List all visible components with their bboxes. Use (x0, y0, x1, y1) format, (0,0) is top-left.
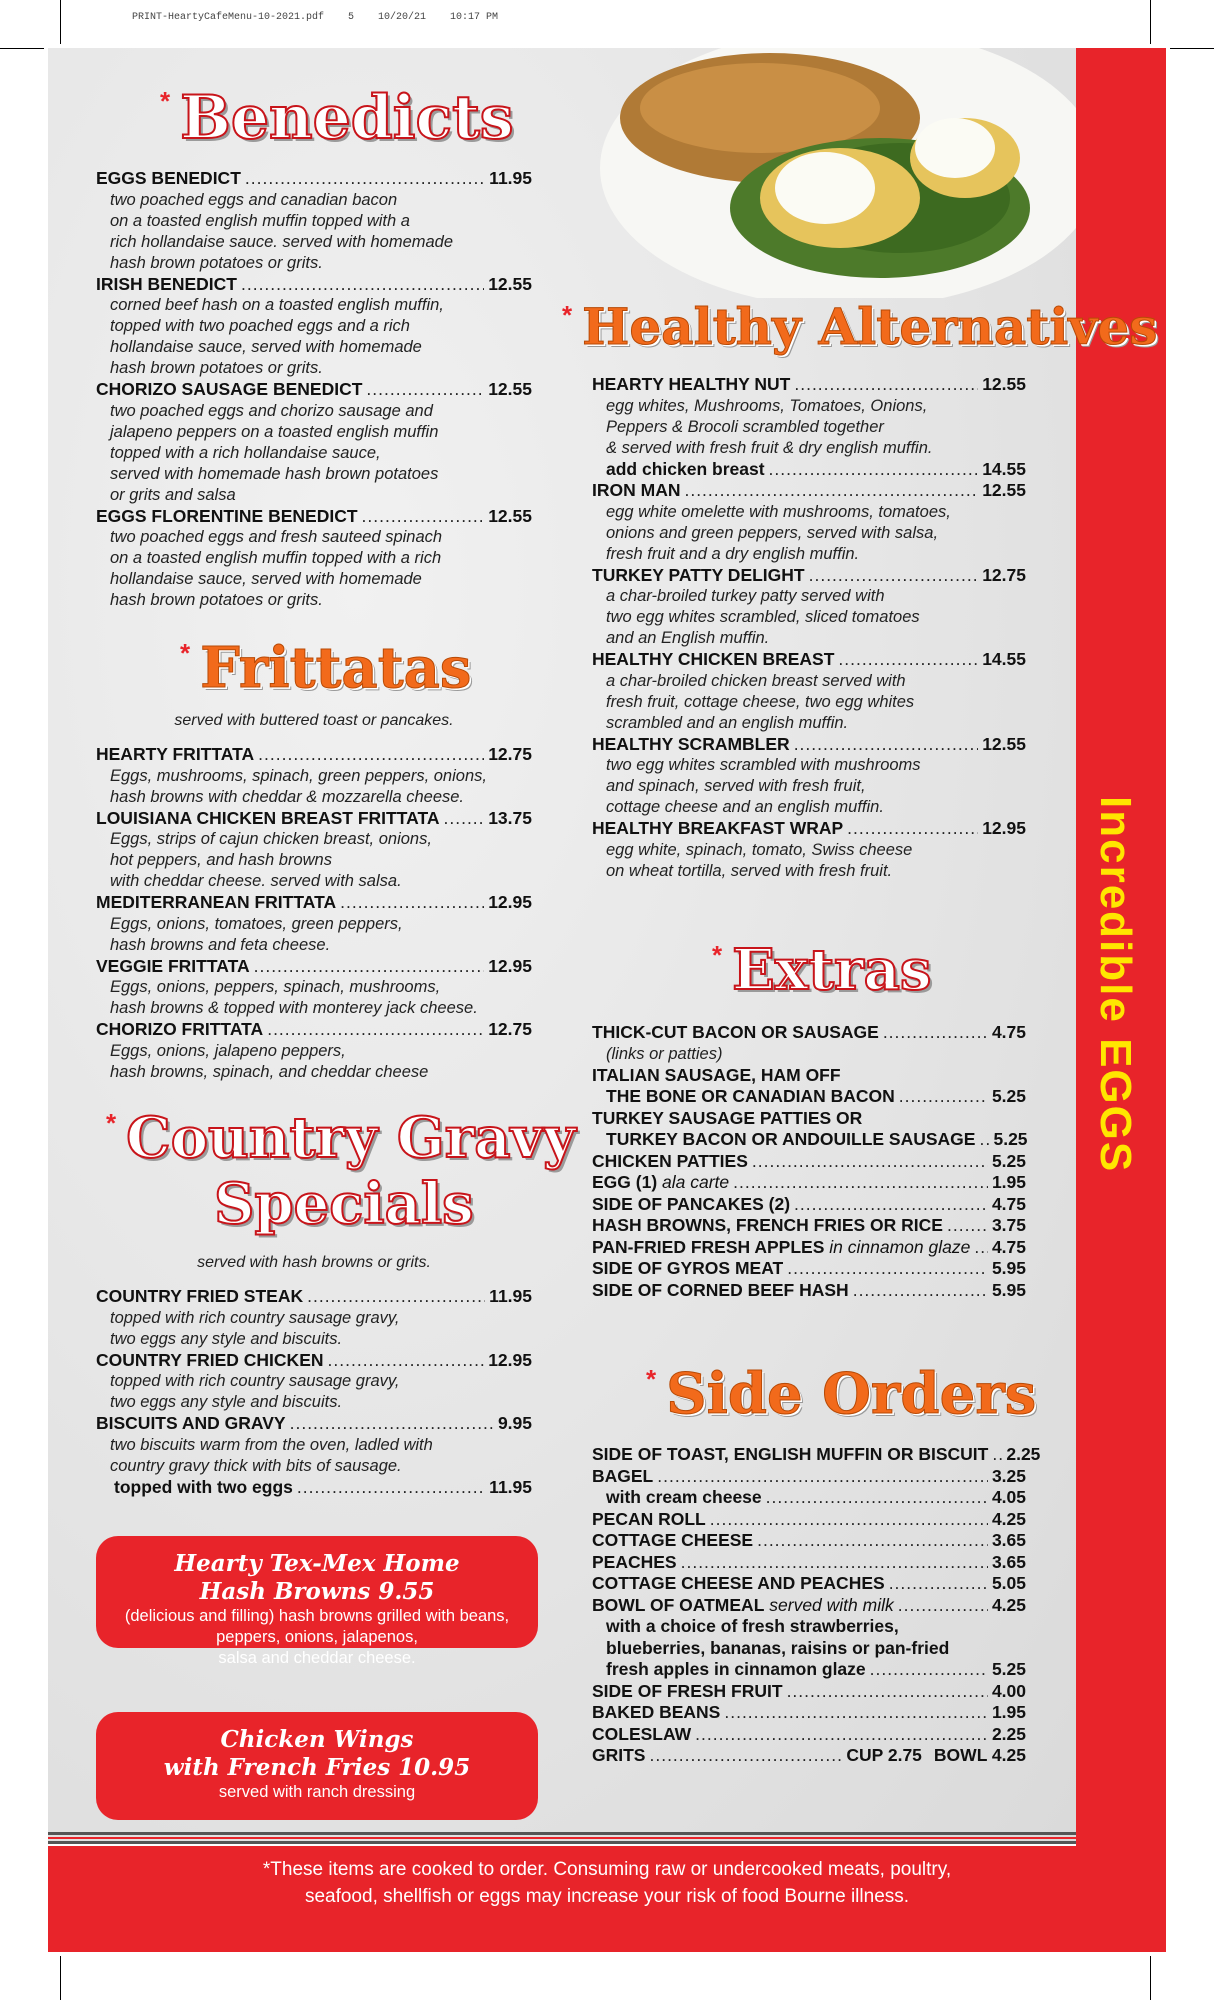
item-name: GRITS (592, 1745, 646, 1765)
list-item (592, 1638, 1026, 1660)
item-price: 12.75 (488, 744, 532, 764)
item-name: HASH BROWNS, FRENCH FRIES OR RICE (592, 1215, 943, 1235)
item-name: SIDE OF PANCAKES (2) (592, 1193, 791, 1214)
item-name: HEALTHY BREAKFAST WRAP (592, 818, 844, 838)
item-price: 12.75 (488, 1019, 532, 1039)
list-item (96, 956, 532, 1020)
item-price: 2.25 (1006, 1444, 1041, 1464)
item-name: PAN-FRIED FRESH APPLES (592, 1236, 825, 1257)
item-price: 5.05 (991, 1573, 1026, 1593)
list-item (96, 1477, 532, 1499)
item-price: 12.95 (488, 892, 532, 912)
list-item (592, 1022, 1026, 1044)
asterisk-icon: * (646, 1364, 657, 1394)
item-price: 2.25 (991, 1723, 1026, 1744)
list-item (592, 1108, 1026, 1130)
extras-heading: * Extras (712, 937, 932, 1003)
item-description: Eggs, onions, jalapeno peppers, hash browns, spinach, and cheddar cheese (110, 1041, 429, 1081)
list-item (592, 1702, 1026, 1724)
item-price: 5.25 (991, 1150, 1026, 1171)
item-description: Eggs, strips of cajun chicken breast, onions, hot peppers, and hash browns with cheddar cheese. served with salsa. (110, 830, 432, 890)
item-description: two poached eggs and chorizo sausage and jalapeno peppers on a toasted english muffin topped with a rich hollandaise sauce, served with homemade hash brown potatoes or grits and salsa (110, 401, 439, 504)
list-item (592, 1086, 1026, 1108)
promo-title: Hearty Tex-Mex Home Hash Browns 9.55 (174, 1550, 460, 1605)
item-name: topped with two eggs (114, 1476, 293, 1497)
list-item (592, 1237, 1026, 1259)
item-name: TURKEY SAUSAGE PATTIES OR (592, 1107, 863, 1128)
list-item (592, 1129, 1026, 1151)
item-description: egg whites, Mushrooms, Tomatoes, Onions, Peppers & Brocoli scrambled together & served with fresh fruit & dry english muffin. (606, 396, 933, 457)
list-item (592, 1466, 1026, 1488)
promo-title: Chicken Wings with French Fries 10.95 (163, 1726, 471, 1781)
item-name: BISCUITS AND GRAVY (96, 1413, 286, 1433)
item-name: HEALTHY CHICKEN BREAST (592, 649, 835, 669)
side-banner-text: Incredible EGGS (1091, 796, 1140, 1174)
list-item (96, 1413, 532, 1477)
item-name: BAKED BEANS (592, 1702, 721, 1722)
item-name: COUNTRY FRIED CHICKEN (96, 1349, 324, 1370)
item-description: egg white, spinach, tomato, Swiss cheese on wheat tortilla, served with fresh fruit. (606, 840, 913, 880)
item-name: PECAN ROLL (592, 1508, 706, 1529)
list-item (592, 734, 1026, 819)
item-description: a char-broiled turkey patty served with two egg whites scrambled, sliced tomatoes and an English muffin. (606, 587, 920, 647)
item-price: 1.95 (991, 1172, 1026, 1192)
item-name: VEGGIE FRITTATA (96, 955, 250, 976)
list-item (592, 1681, 1026, 1703)
list-item (592, 1724, 1026, 1746)
item-name: EGGS FLORENTINE BENEDICT (96, 505, 358, 526)
side-orders-section (592, 1444, 1041, 1767)
item-name: HEALTHY SCRAMBLER (592, 733, 790, 754)
asterisk-icon: * (180, 638, 191, 668)
list-item (592, 1659, 1026, 1681)
list-item (592, 1552, 1026, 1574)
asterisk-icon: * (160, 86, 171, 116)
item-price: 12.95 (488, 1349, 532, 1370)
item-name: CHORIZO SAUSAGE BENEDICT (96, 379, 363, 399)
item-name: fresh apples in cinnamon glaze (606, 1659, 866, 1679)
item-price: 11.95 (489, 168, 532, 188)
item-name: MEDITERRANEAN FRITTATA (96, 892, 337, 912)
item-name: HEARTY FRITTATA (96, 744, 255, 764)
item-price: 4.75 (991, 1022, 1026, 1042)
item-note: ala carte (662, 1172, 730, 1192)
item-name: THICK-CUT BACON OR SAUSAGE (592, 1022, 879, 1042)
item-price: 5.95 (991, 1279, 1026, 1300)
list-item (592, 374, 1026, 459)
list-item (592, 1745, 1026, 1767)
list-item (96, 168, 532, 274)
list-item (592, 649, 1026, 734)
divider (48, 1832, 1076, 1835)
list-item (96, 1350, 532, 1414)
asterisk-icon: * (562, 300, 573, 330)
list-item (592, 1280, 1026, 1302)
list-item (592, 1509, 1026, 1531)
list-item (592, 1172, 1026, 1194)
item-name: CHORIZO FRITTATA (96, 1019, 264, 1039)
section-subtitle: served with hash browns or grits. (197, 1254, 431, 1271)
item-description: two poached eggs and canadian bacon on a toasted english muffin topped with a rich hollandaise sauce. served with homemade hash brown potatoes or grits. (110, 190, 454, 272)
item-name: with cream cheese (606, 1487, 762, 1507)
item-name: HEARTY HEALTHY NUT (592, 374, 791, 394)
crop-mark (60, 0, 61, 44)
item-name: LOUISIANA CHICKEN BREAST FRITTATA (96, 807, 440, 828)
item-name: SIDE OF FRESH FRUIT (592, 1680, 783, 1701)
item-name: IRON MAN (592, 480, 681, 500)
crop-mark (60, 1956, 61, 2000)
item-price: 1.95 (991, 1702, 1026, 1722)
list-item (592, 1616, 1026, 1638)
item-note: served with milk (769, 1594, 894, 1615)
item-price: 4.00 (991, 1680, 1026, 1701)
item-description: two poached eggs and fresh sauteed spinach on a toasted english muffin topped with a rich hollandaise sauce, served with homemade hash brown potatoes or grits. (110, 528, 443, 609)
item-name: EGGS BENEDICT (96, 168, 241, 188)
promo-description: served with ranch dressing (218, 1783, 416, 1801)
item-description: Eggs, mushrooms, spinach, green peppers, onions, hash browns with cheddar & mozzarella cheese. (110, 766, 487, 806)
item-price: 12.55 (982, 480, 1026, 500)
item-price: 12.95 (488, 955, 532, 976)
item-price: 12.55 (982, 374, 1026, 394)
item-name: with a choice of fresh strawberries, (606, 1616, 899, 1636)
promo-description: (delicious and filling) hash browns grilled with beans, peppers, onions, jalapenos, salsa and cheddar cheese. (124, 1607, 510, 1667)
item-name: add chicken breast (606, 458, 765, 479)
list-item (96, 892, 532, 956)
country-gravy-section (96, 1254, 532, 1498)
item-name: PEACHES (592, 1551, 677, 1572)
item-price: BOWL 4.25 (933, 1745, 1026, 1765)
side-orders-heading: * Side Orders (646, 1361, 1037, 1427)
item-price: 13.75 (488, 807, 532, 828)
crop-mark (1170, 48, 1214, 49)
list-item (592, 480, 1026, 565)
list-item (592, 459, 1026, 481)
list-item (592, 1573, 1026, 1595)
healthy-alternatives-heading: * Healthy Alternatives (562, 297, 1158, 356)
item-price: 11.95 (489, 1476, 532, 1497)
asterisk-icon: * (106, 1108, 117, 1138)
list-item (96, 744, 532, 808)
divider (48, 1837, 1076, 1839)
item-description: egg white omelette with mushrooms, tomatoes, onions and green peppers, served with salsa, fresh fruit and a dry english muffin. (606, 502, 951, 563)
frittatas-section (96, 712, 532, 1083)
item-price: CUP 2.75 (846, 1745, 922, 1765)
item-price: 3.65 (991, 1530, 1026, 1550)
list-item (96, 274, 532, 380)
item-name: TURKEY BACON OR ANDOUILLE SAUSAGE (606, 1129, 976, 1149)
item-name: SIDE OF CORNED BEEF HASH (592, 1279, 849, 1300)
item-price: 11.95 (489, 1286, 532, 1306)
item-name: COLESLAW (592, 1723, 692, 1744)
item-price: 4.75 (991, 1236, 1026, 1257)
list-item (96, 379, 532, 506)
item-name: COUNTRY FRIED STEAK (96, 1286, 304, 1306)
list-item (592, 1215, 1026, 1237)
item-price: 5.25 (991, 1086, 1026, 1106)
item-name: SIDE OF TOAST, ENGLISH MUFFIN OR BISCUIT (592, 1444, 989, 1464)
item-price: 3.25 (991, 1465, 1026, 1486)
item-description: two biscuits warm from the oven, ladled with country gravy thick with bits of sausage. (110, 1435, 433, 1475)
item-price: 4.25 (991, 1594, 1026, 1615)
frittatas-heading: * Frittatas (180, 635, 472, 701)
list-item (592, 1487, 1026, 1509)
item-name: CHICKEN PATTIES (592, 1150, 748, 1171)
item-name: EGG (1) (592, 1172, 658, 1192)
allergy-disclaimer: *These items are cooked to order. Consuming raw or undercooked meats, poultry, seafood, shellfish or eggs may increase your risk of food Bourne illness. (48, 1846, 1166, 1952)
chicken-wings-promo (96, 1712, 538, 1820)
list-item (592, 1151, 1026, 1173)
country-gravy-heading-line2: Specials (214, 1171, 474, 1237)
list-item (96, 1286, 532, 1350)
item-price: 3.65 (991, 1551, 1026, 1572)
item-price: 4.25 (991, 1508, 1026, 1529)
item-name: COTTAGE CHEESE (592, 1530, 754, 1550)
item-price: 12.55 (488, 273, 532, 294)
item-price: 5.25 (991, 1659, 1026, 1679)
item-name: ITALIAN SAUSAGE, HAM OFF (592, 1064, 841, 1085)
item-price: 12.95 (982, 818, 1026, 838)
country-gravy-heading: * Country Gravy (106, 1105, 576, 1171)
list-item (96, 506, 532, 612)
item-price: 5.95 (991, 1258, 1026, 1278)
item-name: SIDE OF GYROS MEAT (592, 1258, 784, 1278)
list-item (592, 1065, 1026, 1087)
crop-mark (1150, 0, 1151, 44)
eggs-benedict-photo (580, 48, 1076, 298)
item-description: a char-broiled chicken breast served with fresh fruit, cottage cheese, two egg whites scrambled and an english muffin. (606, 671, 915, 732)
item-name: THE BONE OR CANADIAN BACON (606, 1086, 895, 1106)
item-description: Eggs, onions, peppers, spinach, mushrooms, hash browns & topped with monterey jack cheese. (110, 978, 478, 1017)
list-item (592, 1444, 1041, 1466)
item-name: BOWL OF OATMEAL (592, 1594, 765, 1615)
list-item (96, 808, 532, 893)
item-price: 14.55 (982, 649, 1026, 669)
item-description: (links or patties) (606, 1044, 723, 1063)
item-price: 3.75 (991, 1215, 1026, 1235)
item-name: IRISH BENEDICT (96, 273, 237, 294)
crop-mark (1150, 1956, 1151, 2000)
item-price: 4.05 (991, 1487, 1026, 1507)
item-name: blueberries, bananas, raisins or pan-fried (606, 1637, 950, 1658)
item-price: 12.55 (982, 733, 1026, 754)
list-item (96, 1019, 532, 1083)
item-description: topped with rich country sausage gravy, two eggs any style and biscuits. (110, 1372, 400, 1411)
item-description: Eggs, onions, tomatoes, green peppers, hash browns and feta cheese. (110, 914, 403, 954)
list-item (592, 1194, 1026, 1216)
item-name: TURKEY PATTY DELIGHT (592, 564, 805, 585)
asterisk-icon: * (712, 940, 723, 970)
list-item (592, 1530, 1026, 1552)
item-price: 5.25 (993, 1129, 1028, 1149)
list-item (592, 565, 1026, 650)
healthy-section (592, 374, 1026, 882)
item-description: topped with rich country sausage gravy, two eggs any style and biscuits. (110, 1308, 400, 1348)
extras-section (592, 1022, 1026, 1301)
benedicts-heading: * Benedicts (160, 83, 514, 153)
item-price: 12.55 (488, 505, 532, 526)
crop-mark (0, 48, 44, 49)
section-subtitle: served with buttered toast or pancakes. (174, 712, 454, 729)
list-item (592, 1258, 1026, 1280)
print-header: PRINT-HeartyCafeMenu-10-2021.pdf 5 10/20/21 10:17 PM (132, 12, 499, 23)
divider (48, 1841, 1076, 1844)
item-description: two egg whites scrambled with mushrooms and spinach, served with fresh fruit, cottage cheese and an english muffin. (606, 756, 921, 816)
item-name: BAGEL (592, 1465, 654, 1486)
tex-mex-promo (96, 1536, 538, 1667)
item-price: 9.95 (497, 1413, 532, 1433)
item-price: 14.55 (982, 458, 1026, 479)
item-note: in cinnamon glaze (829, 1236, 971, 1257)
item-description: corned beef hash on a toasted english muffin, topped with two poached eggs and a rich hollandaise sauce, served with homemade hash brown potatoes or grits. (110, 296, 444, 377)
item-price: 12.75 (982, 564, 1026, 585)
list-item (592, 1595, 1026, 1617)
benedicts-section (96, 168, 532, 611)
item-price: 12.55 (488, 379, 532, 399)
item-price: 4.75 (991, 1193, 1026, 1214)
list-item (592, 818, 1026, 882)
item-name: COTTAGE CHEESE AND PEACHES (592, 1573, 885, 1593)
